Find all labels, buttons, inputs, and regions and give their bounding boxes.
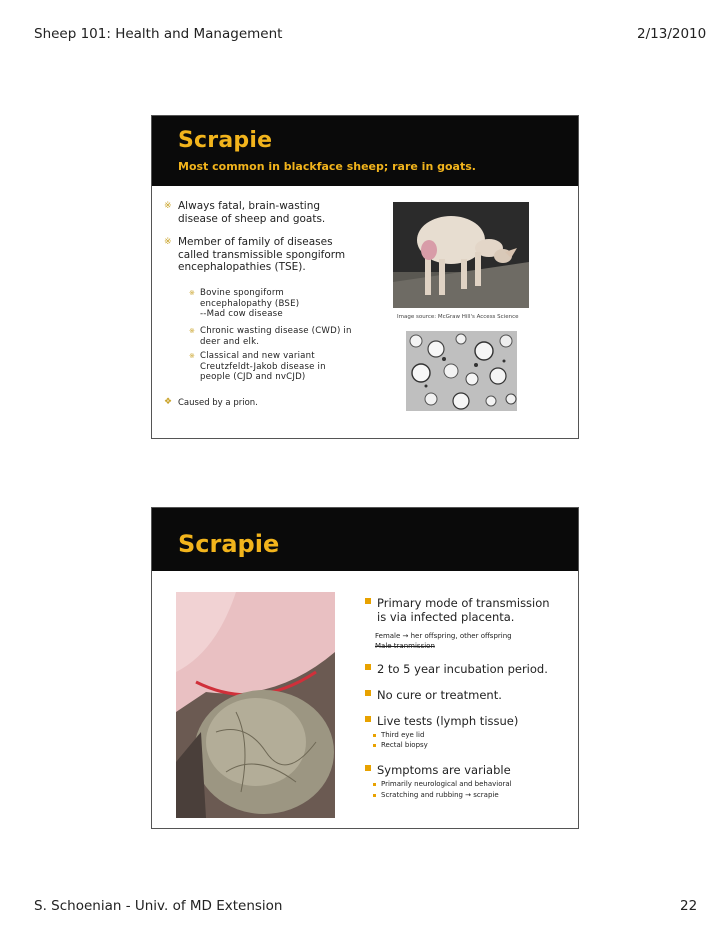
sub-bullet-text: Chronic wasting disease (CWD) in deer and elk. [200,326,352,347]
bullet-icon [365,716,371,722]
bullet-icon: ※ [189,327,196,335]
sub-bullet-text: Classical and new variant Creutzfeldt-Jakob disease in people (CJD and nvCJD) [200,351,326,382]
transmission-male-text: Male tranmission [375,642,435,650]
bullet-icon: ❖ [164,397,173,407]
sub-bullet-text: Bovine spongiform encephalopathy (BSE) --Mad cow disease [200,288,300,319]
brain-micrograph [406,331,517,411]
bullet-item [377,662,548,676]
slide-scrapie-overview [151,115,579,439]
page-footer-author: S. Schoenian - Univ. of MD Extension [34,898,283,914]
bullet-icon [365,690,371,696]
sheep-photo [393,202,529,308]
bullet-icon: ※ [189,289,196,297]
bullet-icon: ※ [164,237,172,247]
sub-bullet-item [189,351,326,383]
bullet-icon: ※ [189,352,196,360]
sub-bullet-item [377,791,499,800]
bullet-text: Primary mode of transmission is via infected placenta. [377,596,550,624]
bullet-item [377,596,550,624]
sub-bullet-item [189,288,300,320]
bullet-text: 2 to 5 year incubation period. [377,662,548,676]
slide-title: Scrapie [178,128,273,153]
sub-bullet-text: Rectal biopsy [381,741,428,749]
bullet-icon [373,744,376,747]
bullet-text: Symptoms are variable [377,763,511,777]
bullet-icon [373,783,376,786]
sub-bullet-text: Scratching and rubbing → scrapie [381,791,499,799]
bullet-item [377,763,511,777]
bullet-text: Always fatal, brain-wasting disease of sheep and goats. [178,200,326,225]
bullet-icon [365,765,371,771]
sub-bullet-text: Primarily neurological and behavioral [381,780,512,788]
placenta-photo [176,592,335,818]
bullet-item [164,236,346,274]
sub-bullet-item [377,741,428,750]
page-number: 22 [680,898,698,914]
sub-bullet-text: Third eye lid [381,731,425,739]
transmission-note-struck [375,642,435,651]
slide-scrapie-transmission [151,507,579,829]
bullet-item [164,200,326,225]
bullet-item [377,688,502,702]
prion-bullet [164,397,258,408]
transmission-female-text: Female → her offspring, other offspring [375,632,512,640]
bullet-text: Member of family of diseases called transmissible spongiform encephalopathies (TSE). [178,236,346,273]
sub-bullet-item [377,731,424,740]
sub-bullet-item [189,326,352,347]
bullet-icon: ※ [164,201,172,211]
page-header-title: Sheep 101: Health and Management [34,26,283,42]
bullet-text: No cure or treatment. [377,688,502,702]
bullet-icon [365,598,371,604]
bullet-icon [365,664,371,670]
slide-subtitle: Most common in blackface sheep; rare in goats. [178,160,476,173]
bullet-icon [373,734,376,737]
sub-bullet-item [377,780,512,789]
bullet-text: Live tests (lymph tissue) [377,714,519,728]
image-caption: Image source: McGraw Hill's Access Science [397,314,519,320]
bullet-item [377,714,518,728]
bullet-icon [373,794,376,797]
transmission-note [375,632,512,641]
slide-title: Scrapie [178,530,280,558]
prion-text: Caused by a prion. [178,398,258,408]
page-header-date: 2/13/2010 [637,26,707,42]
